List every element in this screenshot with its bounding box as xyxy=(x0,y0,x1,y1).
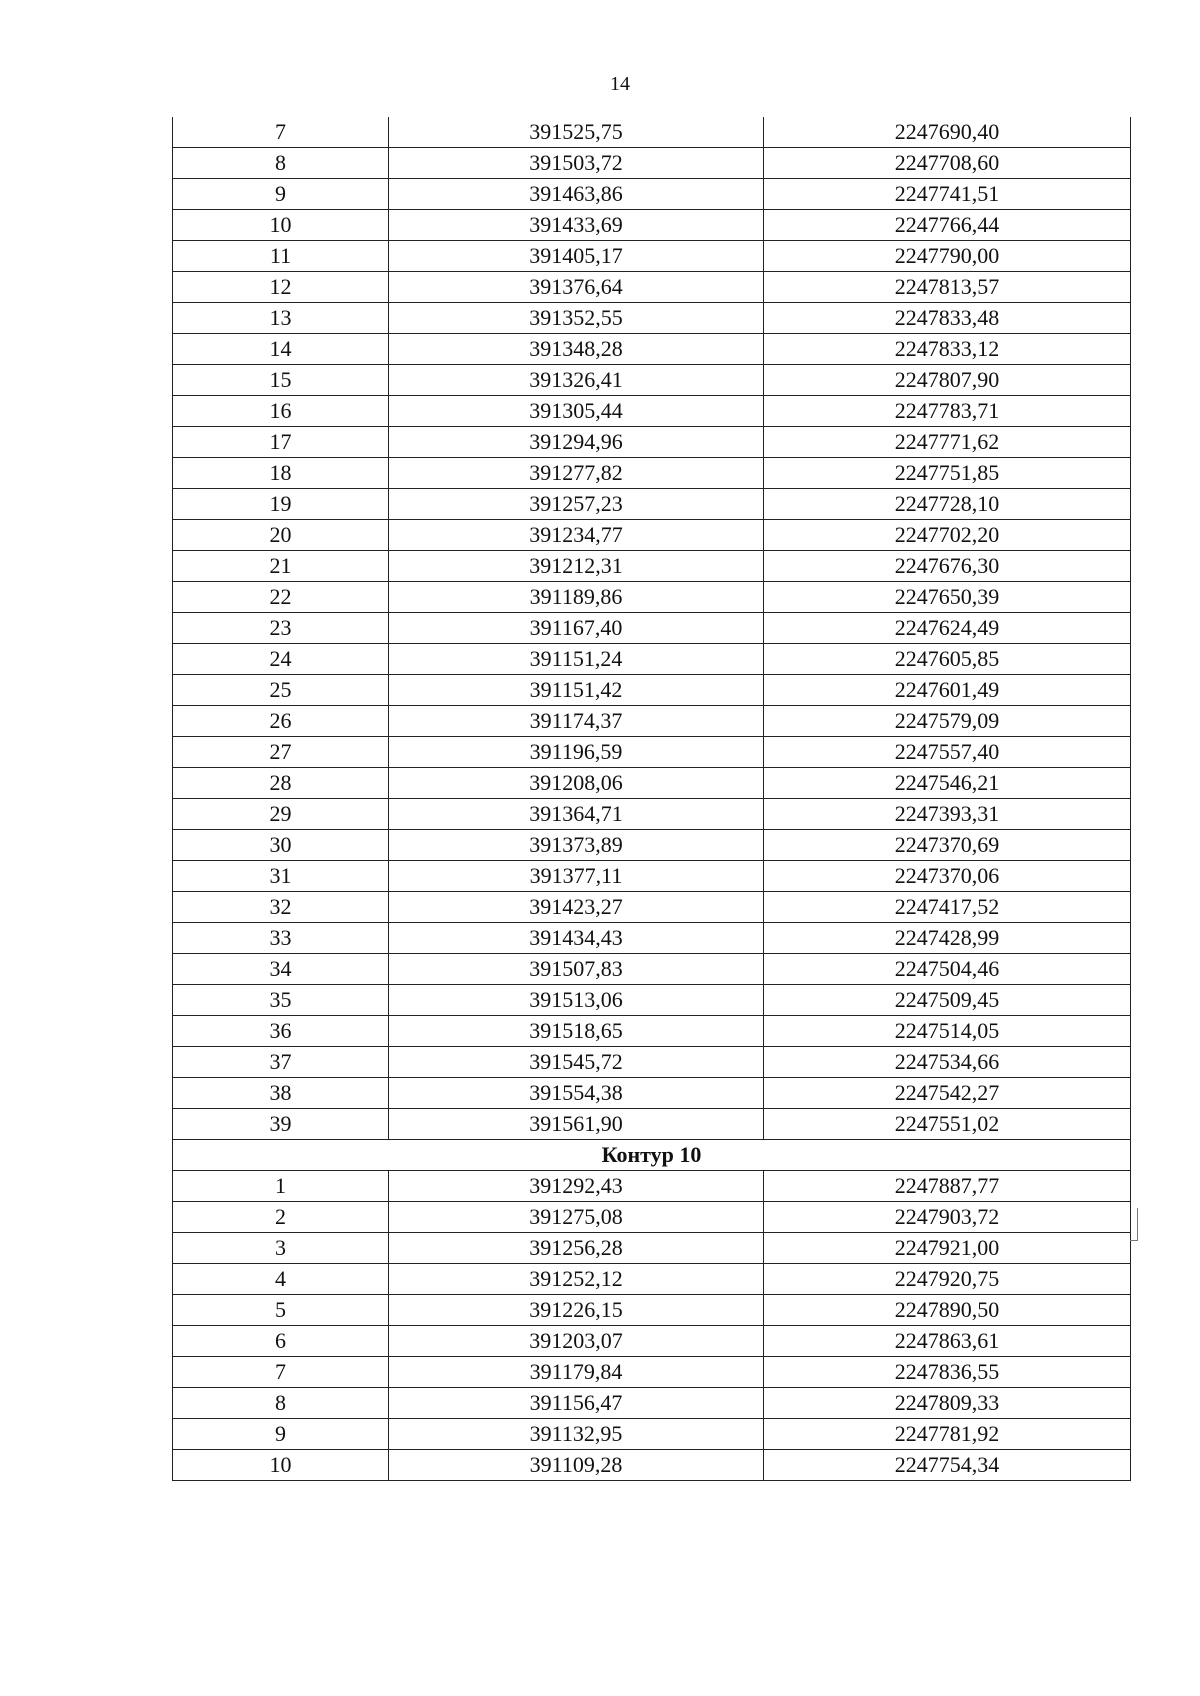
y-coordinate-cell: 2247650,39 xyxy=(764,582,1131,613)
point-number-cell: 16 xyxy=(173,396,389,427)
table-row xyxy=(173,1171,1131,1202)
point-number-cell: 14 xyxy=(173,334,389,365)
section-title: Контур 10 xyxy=(173,1140,1131,1171)
table-row xyxy=(173,551,1131,582)
table-row xyxy=(173,799,1131,830)
x-coordinate-cell: 391434,43 xyxy=(389,923,764,954)
x-coordinate-cell: 391189,86 xyxy=(389,582,764,613)
x-coordinate-cell: 391463,86 xyxy=(389,179,764,210)
y-coordinate-cell: 2247690,40 xyxy=(764,117,1131,148)
x-coordinate-cell: 391525,75 xyxy=(389,117,764,148)
point-number-cell: 37 xyxy=(173,1047,389,1078)
x-coordinate-cell: 391364,71 xyxy=(389,799,764,830)
y-coordinate-cell: 2247781,92 xyxy=(764,1419,1131,1450)
table-row xyxy=(173,334,1131,365)
table-row xyxy=(173,1419,1131,1450)
x-coordinate-cell: 391256,28 xyxy=(389,1233,764,1264)
x-coordinate-cell: 391196,59 xyxy=(389,737,764,768)
y-coordinate-cell: 2247504,46 xyxy=(764,954,1131,985)
table-row xyxy=(173,830,1131,861)
point-number-cell: 10 xyxy=(173,1450,389,1481)
page-number: 14 xyxy=(610,73,630,95)
contour-9-rows xyxy=(173,117,1131,1140)
point-number-cell: 4 xyxy=(173,1264,389,1295)
point-number-cell: 7 xyxy=(173,117,389,148)
section-header-row xyxy=(173,1140,1131,1171)
point-number-cell: 22 xyxy=(173,582,389,613)
point-number-cell: 26 xyxy=(173,706,389,737)
table-row xyxy=(173,117,1131,148)
y-coordinate-cell: 2247790,00 xyxy=(764,241,1131,272)
x-coordinate-cell: 391294,96 xyxy=(389,427,764,458)
y-coordinate-cell: 2247920,75 xyxy=(764,1264,1131,1295)
x-coordinate-cell: 391352,55 xyxy=(389,303,764,334)
point-number-cell: 13 xyxy=(173,303,389,334)
point-number-cell: 32 xyxy=(173,892,389,923)
y-coordinate-cell: 2247370,69 xyxy=(764,830,1131,861)
table-row xyxy=(173,179,1131,210)
y-coordinate-cell: 2247417,52 xyxy=(764,892,1131,923)
point-number-cell: 12 xyxy=(173,272,389,303)
point-number-cell: 8 xyxy=(173,148,389,179)
y-coordinate-cell: 2247771,62 xyxy=(764,427,1131,458)
y-coordinate-cell: 2247783,71 xyxy=(764,396,1131,427)
table-row xyxy=(173,365,1131,396)
table-row xyxy=(173,272,1131,303)
x-coordinate-cell: 391277,82 xyxy=(389,458,764,489)
y-coordinate-cell: 2247813,57 xyxy=(764,272,1131,303)
y-coordinate-cell: 2247546,21 xyxy=(764,768,1131,799)
contour-10-header xyxy=(173,1140,1131,1171)
y-coordinate-cell: 2247624,49 xyxy=(764,613,1131,644)
point-number-cell: 38 xyxy=(173,1078,389,1109)
point-number-cell: 39 xyxy=(173,1109,389,1140)
table-row xyxy=(173,303,1131,334)
point-number-cell: 9 xyxy=(173,179,389,210)
x-coordinate-cell: 391132,95 xyxy=(389,1419,764,1450)
point-number-cell: 11 xyxy=(173,241,389,272)
y-coordinate-cell: 2247751,85 xyxy=(764,458,1131,489)
point-number-cell: 29 xyxy=(173,799,389,830)
table-row xyxy=(173,954,1131,985)
table-row xyxy=(173,923,1131,954)
y-coordinate-cell: 2247601,49 xyxy=(764,675,1131,706)
table-row xyxy=(173,1233,1131,1264)
table-row xyxy=(173,582,1131,613)
point-number-cell: 30 xyxy=(173,830,389,861)
y-coordinate-cell: 2247836,55 xyxy=(764,1357,1131,1388)
x-coordinate-cell: 391179,84 xyxy=(389,1357,764,1388)
y-coordinate-cell: 2247809,33 xyxy=(764,1388,1131,1419)
point-number-cell: 27 xyxy=(173,737,389,768)
table-row xyxy=(173,1326,1131,1357)
table-row xyxy=(173,148,1131,179)
x-coordinate-cell: 391292,43 xyxy=(389,1171,764,1202)
table-row xyxy=(173,1078,1131,1109)
x-coordinate-cell: 391151,42 xyxy=(389,675,764,706)
table-row xyxy=(173,892,1131,923)
x-coordinate-cell: 391513,06 xyxy=(389,985,764,1016)
x-coordinate-cell: 391405,17 xyxy=(389,241,764,272)
y-coordinate-cell: 2247741,51 xyxy=(764,179,1131,210)
y-coordinate-cell: 2247605,85 xyxy=(764,644,1131,675)
point-number-cell: 28 xyxy=(173,768,389,799)
point-number-cell: 24 xyxy=(173,644,389,675)
y-coordinate-cell: 2247887,77 xyxy=(764,1171,1131,1202)
point-number-cell: 20 xyxy=(173,520,389,551)
point-number-cell: 18 xyxy=(173,458,389,489)
y-coordinate-cell: 2247807,90 xyxy=(764,365,1131,396)
x-coordinate-cell: 391554,38 xyxy=(389,1078,764,1109)
point-number-cell: 19 xyxy=(173,489,389,520)
table-row xyxy=(173,241,1131,272)
table-row xyxy=(173,737,1131,768)
table-row xyxy=(173,489,1131,520)
table-row xyxy=(173,396,1131,427)
table-row xyxy=(173,1295,1131,1326)
y-coordinate-cell: 2247534,66 xyxy=(764,1047,1131,1078)
y-coordinate-cell: 2247676,30 xyxy=(764,551,1131,582)
table-row xyxy=(173,644,1131,675)
point-number-cell: 33 xyxy=(173,923,389,954)
x-coordinate-cell: 391174,37 xyxy=(389,706,764,737)
point-number-cell: 36 xyxy=(173,1016,389,1047)
y-coordinate-cell: 2247370,06 xyxy=(764,861,1131,892)
section-header-edge xyxy=(1130,1208,1138,1241)
y-coordinate-cell: 2247903,72 xyxy=(764,1202,1131,1233)
y-coordinate-cell: 2247833,48 xyxy=(764,303,1131,334)
point-number-cell: 7 xyxy=(173,1357,389,1388)
table-row xyxy=(173,706,1131,737)
point-number-cell: 23 xyxy=(173,613,389,644)
table-row xyxy=(173,675,1131,706)
x-coordinate-cell: 391275,08 xyxy=(389,1202,764,1233)
point-number-cell: 10 xyxy=(173,210,389,241)
x-coordinate-cell: 391226,15 xyxy=(389,1295,764,1326)
table-row xyxy=(173,1047,1131,1078)
y-coordinate-cell: 2247754,34 xyxy=(764,1450,1131,1481)
x-coordinate-cell: 391503,72 xyxy=(389,148,764,179)
x-coordinate-cell: 391348,28 xyxy=(389,334,764,365)
x-coordinate-cell: 391326,41 xyxy=(389,365,764,396)
table-row xyxy=(173,210,1131,241)
table-row xyxy=(173,768,1131,799)
x-coordinate-cell: 391208,06 xyxy=(389,768,764,799)
coordinates-table xyxy=(172,117,1131,1481)
x-coordinate-cell: 391167,40 xyxy=(389,613,764,644)
table-row xyxy=(173,861,1131,892)
table-row xyxy=(173,1450,1131,1481)
y-coordinate-cell: 2247393,31 xyxy=(764,799,1131,830)
x-coordinate-cell: 391423,27 xyxy=(389,892,764,923)
y-coordinate-cell: 2247551,02 xyxy=(764,1109,1131,1140)
point-number-cell: 25 xyxy=(173,675,389,706)
contour-10-rows xyxy=(173,1171,1131,1481)
y-coordinate-cell: 2247514,05 xyxy=(764,1016,1131,1047)
point-number-cell: 17 xyxy=(173,427,389,458)
table-row xyxy=(173,427,1131,458)
point-number-cell: 31 xyxy=(173,861,389,892)
x-coordinate-cell: 391109,28 xyxy=(389,1450,764,1481)
x-coordinate-cell: 391156,47 xyxy=(389,1388,764,1419)
y-coordinate-cell: 2247728,10 xyxy=(764,489,1131,520)
y-coordinate-cell: 2247509,45 xyxy=(764,985,1131,1016)
point-number-cell: 35 xyxy=(173,985,389,1016)
point-number-cell: 9 xyxy=(173,1419,389,1450)
x-coordinate-cell: 391252,12 xyxy=(389,1264,764,1295)
table-row xyxy=(173,458,1131,489)
x-coordinate-cell: 391377,11 xyxy=(389,861,764,892)
y-coordinate-cell: 2247863,61 xyxy=(764,1326,1131,1357)
point-number-cell: 3 xyxy=(173,1233,389,1264)
table-row xyxy=(173,1357,1131,1388)
y-coordinate-cell: 2247579,09 xyxy=(764,706,1131,737)
x-coordinate-cell: 391433,69 xyxy=(389,210,764,241)
x-coordinate-cell: 391151,24 xyxy=(389,644,764,675)
table-row xyxy=(173,1016,1131,1047)
y-coordinate-cell: 2247921,00 xyxy=(764,1233,1131,1264)
x-coordinate-cell: 391518,65 xyxy=(389,1016,764,1047)
x-coordinate-cell: 391257,23 xyxy=(389,489,764,520)
y-coordinate-cell: 2247833,12 xyxy=(764,334,1131,365)
x-coordinate-cell: 391203,07 xyxy=(389,1326,764,1357)
point-number-cell: 5 xyxy=(173,1295,389,1326)
table-row xyxy=(173,520,1131,551)
y-coordinate-cell: 2247708,60 xyxy=(764,148,1131,179)
point-number-cell: 1 xyxy=(173,1171,389,1202)
table-row xyxy=(173,613,1131,644)
x-coordinate-cell: 391507,83 xyxy=(389,954,764,985)
x-coordinate-cell: 391373,89 xyxy=(389,830,764,861)
y-coordinate-cell: 2247428,99 xyxy=(764,923,1131,954)
x-coordinate-cell: 391561,90 xyxy=(389,1109,764,1140)
x-coordinate-cell: 391376,64 xyxy=(389,272,764,303)
point-number-cell: 6 xyxy=(173,1326,389,1357)
table-row xyxy=(173,1388,1131,1419)
y-coordinate-cell: 2247702,20 xyxy=(764,520,1131,551)
point-number-cell: 8 xyxy=(173,1388,389,1419)
y-coordinate-cell: 2247557,40 xyxy=(764,737,1131,768)
x-coordinate-cell: 391545,72 xyxy=(389,1047,764,1078)
y-coordinate-cell: 2247766,44 xyxy=(764,210,1131,241)
table-row xyxy=(173,1264,1131,1295)
point-number-cell: 21 xyxy=(173,551,389,582)
y-coordinate-cell: 2247890,50 xyxy=(764,1295,1131,1326)
x-coordinate-cell: 391305,44 xyxy=(389,396,764,427)
x-coordinate-cell: 391234,77 xyxy=(389,520,764,551)
point-number-cell: 15 xyxy=(173,365,389,396)
table-row xyxy=(173,985,1131,1016)
point-number-cell: 34 xyxy=(173,954,389,985)
y-coordinate-cell: 2247542,27 xyxy=(764,1078,1131,1109)
table-row xyxy=(173,1109,1131,1140)
x-coordinate-cell: 391212,31 xyxy=(389,551,764,582)
table-row xyxy=(173,1202,1131,1233)
point-number-cell: 2 xyxy=(173,1202,389,1233)
